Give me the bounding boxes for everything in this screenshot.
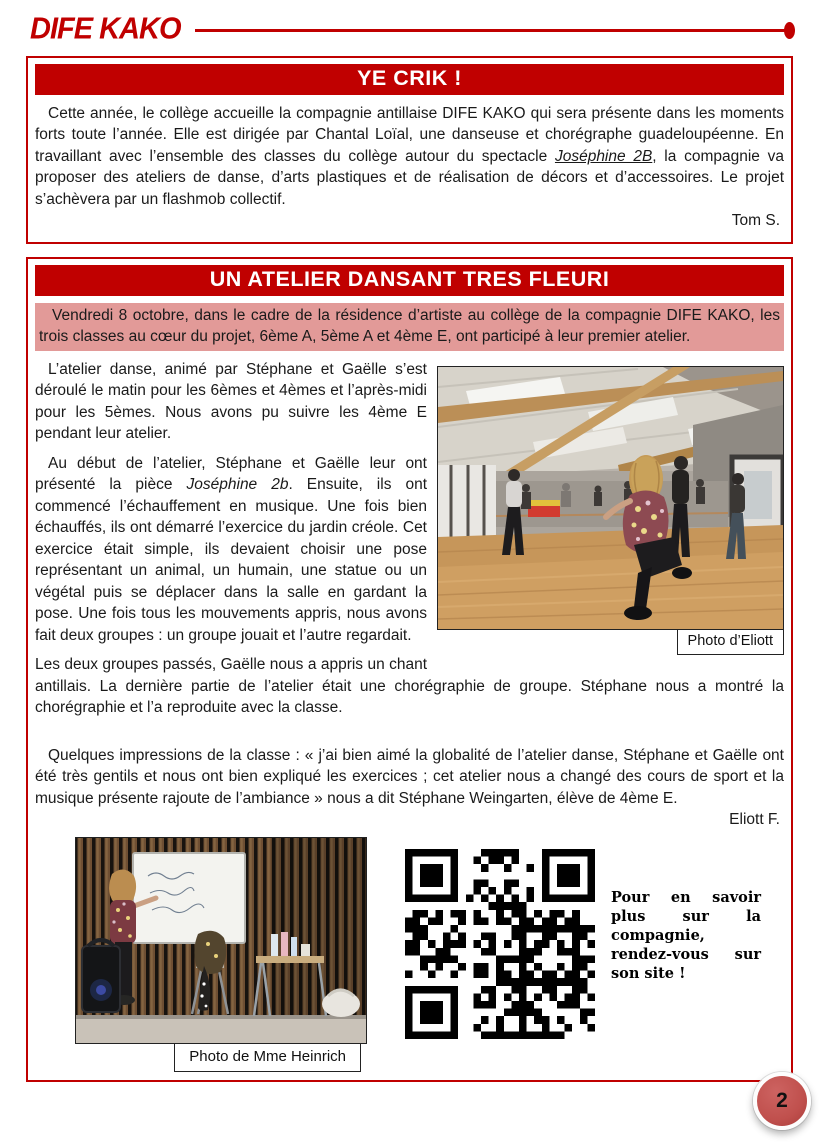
- article1-show-title: Joséphine 2B: [554, 147, 653, 165]
- masthead-rule: [195, 29, 792, 32]
- dance-workshop-photo: [437, 366, 784, 630]
- article2-signature: Eliott F.: [729, 811, 780, 829]
- article1-body-after: , la compagnie va proposer des ateliers de danse, d’arts plastiques et de réalisation de décors et d’accessoires. Le projet s’achèvera par un flashmob collectif.: [35, 147, 784, 208]
- page-number-badge: [753, 1072, 811, 1130]
- dance-photo-figure: [437, 366, 784, 655]
- masthead: [0, 0, 819, 50]
- article2-show-title: Joséphine 2b: [186, 476, 289, 494]
- bottom-media-row: [75, 837, 784, 1072]
- article2-column-zone: [35, 359, 784, 830]
- whiteboard-photo-figure: [75, 837, 367, 1072]
- article2-para2-before: Au début de l’atelier, Stéphane et Gaëlle leur ont présenté la pièce: [35, 454, 427, 494]
- article2-para3: Les deux groupes passés, Gaëlle nous a appris un chant antillais. La dernière partie de l’atelier était une chorégraphie de groupe. Stéphane nous a montré la chorégraphie et l’a reproduite avec la classe.: [35, 656, 784, 717]
- dance-photo-caption: Photo d’Eliott: [677, 629, 784, 655]
- qr-code-image: [405, 849, 595, 1039]
- article1-body-before: Cette année, le collège accueille la compagnie antillaise DIFE KAKO qui sera présente dans les moments forts toute l’année. Elle est dirigée par Chantal Loïal, une danseuse et chorégraphe guadeloupéenne. En travaillant avec l’ensemble des classes du collège autour du spectacle: [35, 104, 784, 165]
- masthead-title: DIFE KAKO: [30, 11, 181, 46]
- article1-body: [35, 103, 784, 211]
- article2-lead-highlight: Vendredi 8 octobre, dans le cadre de la résidence d’artiste au collège de la compagnie DIFE KAKO, les trois classes au cœur du projet, 6ème A, 5ème A et 4ème E, ont participé à leur premier atelier.: [35, 303, 784, 351]
- article2-para1: L’atelier danse, animé par Stéphane et Gaëlle s’est déroulé le matin pour les 6èmes et 4èmes et l’après-midi pour les 5èmes. Nous avons pu suivre les 4ème E pendant leur atelier.: [35, 360, 427, 443]
- article-ye-crik: [26, 56, 793, 244]
- whiteboard-photo-caption: Photo de Mme Heinrich: [174, 1043, 361, 1072]
- page-number: 2: [776, 1089, 788, 1112]
- whiteboard-photo: [75, 837, 367, 1044]
- article2-para2-after: . Ensuite, ils ont commencé l’échauffement en musique. Une fois bien échauffés, ils ont démarré l’exercice du jardin créole. Cet exercice était simple, ils devaient choisir une pose représentant un animal, un humain, une statue ou un végétal puis se déplacer dans la salle en gardant la pose. Une fois tous les mouvements appris, nous avons fait deux groupes : un groupe jouait et l’autre regardait.: [35, 476, 428, 644]
- article2-header: UN ATELIER DANSANT TRES FLEURI: [35, 265, 784, 296]
- whiteboard-photo-illustration: [76, 838, 366, 1043]
- article2-para4: Quelques impressions de la classe : « j’ai bien aimé la globalité de l’atelier danse, Stéphane et Gaëlle ont été très gentils et nous ont bien expliqué les exercices ; cet atelier nous a changé des cours de sport et la musique présente rajoute de l’ambiance » nous a dit Stéphane Weingarten, élève de 4ème E.: [35, 746, 784, 807]
- article1-header: YE CRIK !: [35, 64, 784, 95]
- qr-code: [405, 849, 595, 1039]
- article-atelier-dansant: [26, 257, 793, 1082]
- qr-promo-text: Pour en savoir plus sur la compagnie, rendez-vous sur son site !: [611, 889, 761, 982]
- dance-photo-illustration: [438, 367, 783, 629]
- article1-signature: Tom S.: [731, 212, 780, 230]
- rule-end-dot-icon: [784, 22, 795, 39]
